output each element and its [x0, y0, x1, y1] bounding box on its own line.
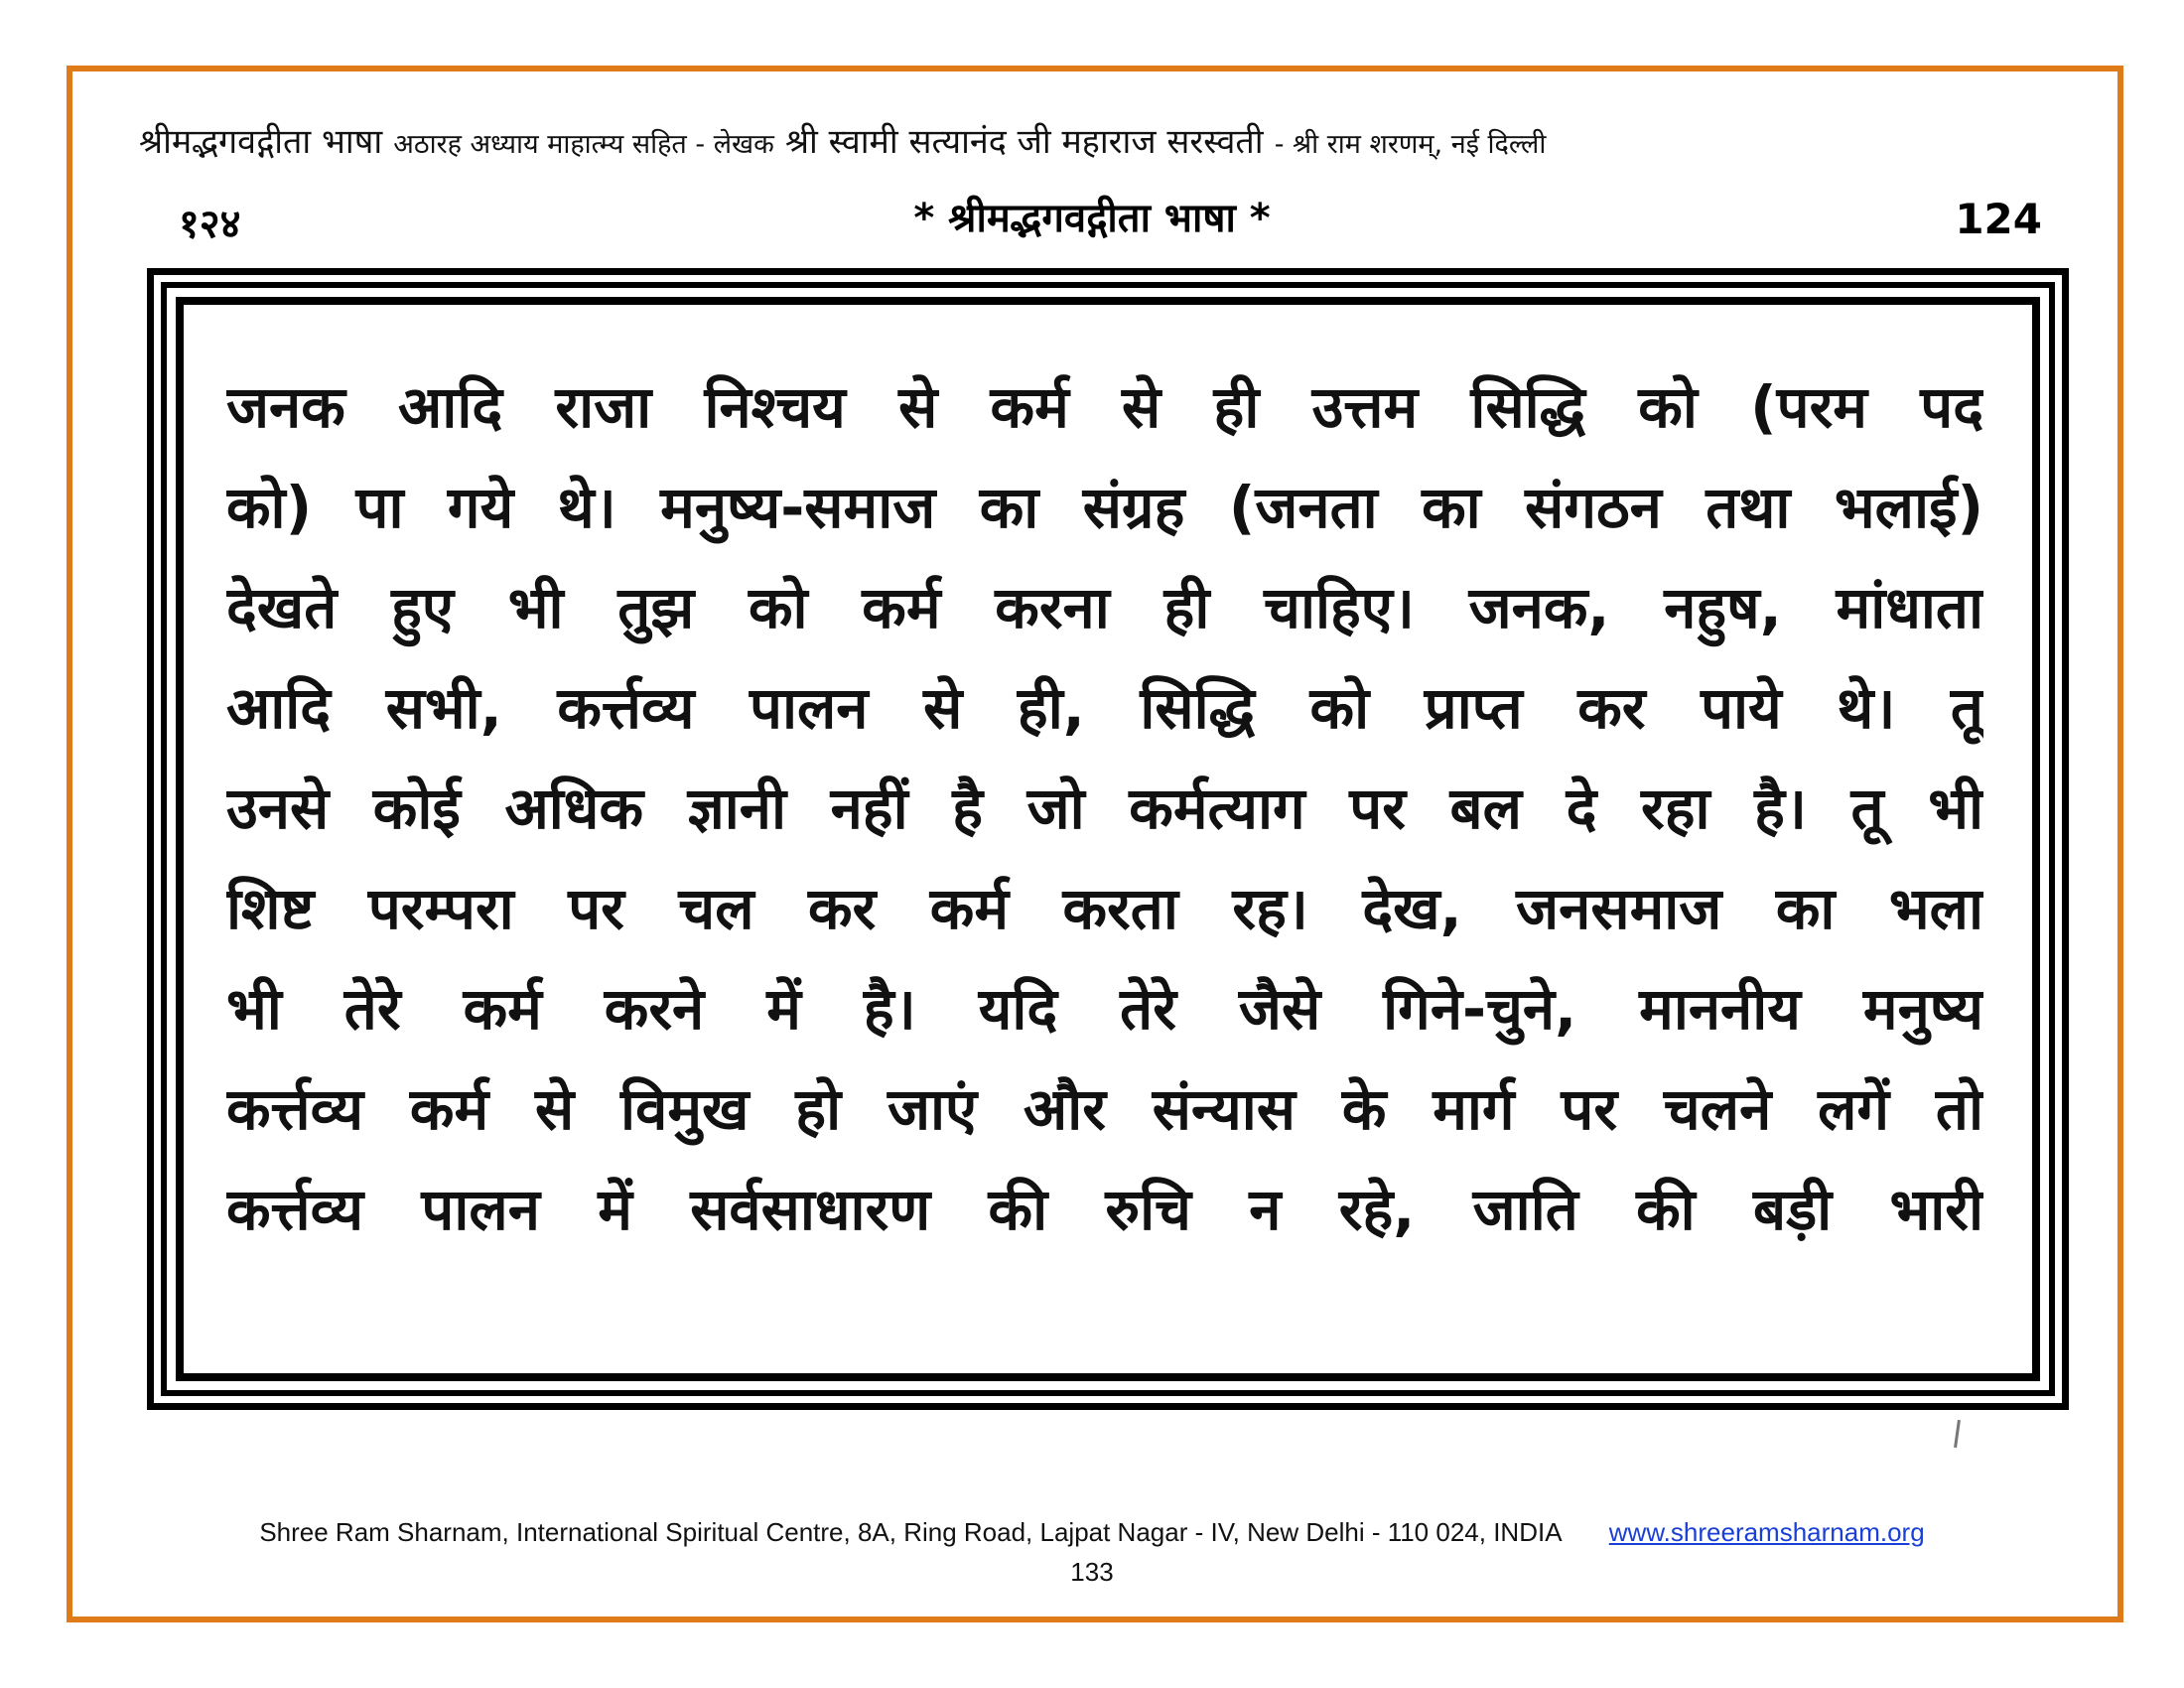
- book-title: श्रीमद्भगवद्गीता भाषा: [139, 122, 383, 162]
- verse-line: भी तेरे कर्म करने में है। यदि तेरे जैसे गिने-चुने, माननीय मनुष्य: [226, 975, 1983, 1043]
- scan-page-number-devanagari: १२४: [179, 202, 241, 247]
- verse-line: आदि सभी, कर्त्तव्य पालन से ही, सिद्धि को प्राप्त कर पाये थे। तू: [226, 674, 1983, 742]
- verse-line: को) पा गये थे। मनुष्य-समाज का संग्रह (जनता का संगठन तथा भलाई): [226, 474, 1983, 541]
- verse-line: उनसे कोई अधिक ज्ञानी नहीं है जो कर्मत्याग पर बल दे रहा है। तू भी: [226, 774, 1983, 842]
- footer-page-number: 133: [1070, 1557, 1114, 1587]
- footer-address: Shree Ram Sharnam, International Spiritual Centre, 8A, Ring Road, Lajpat Nagar - IV, New Delhi - 110 024, INDIA: [259, 1517, 1563, 1547]
- footer: [0, 1517, 2184, 1548]
- publisher-name: - श्री राम शरणम्, नई दिल्ली: [1274, 129, 1547, 160]
- verse-line: देखते हुए भी तुझ को कर्म करना ही चाहिए। जनक, नहुष, मांधाता: [226, 574, 1983, 641]
- website-link[interactable]: www.shreeramsharnam.org: [1608, 1517, 1925, 1547]
- verse-line: कर्त्तव्य पालन में सर्वसाधारण की रुचि न रहे, जाति की बड़ी भारी: [226, 1176, 1983, 1243]
- author-name: श्री स्वामी सत्यानंद जी महाराज सरस्वती: [784, 122, 1264, 162]
- verse-line: कर्त्तव्य कर्म से विमुख हो जाएं और संन्यास के मार्ग पर चलने लगें तो: [226, 1075, 1983, 1143]
- book-subtitle: अठारह अध्याय माहात्म्य सहित - लेखक: [393, 129, 774, 160]
- verse-line: जनक आदि राजा निश्चय से कर्म से ही उत्तम सिद्धि को (परम पद: [226, 373, 1983, 441]
- scan-running-title: * श्रीमद्भगवद्गीता भाषा *: [913, 196, 1271, 241]
- book-header: [139, 117, 2055, 169]
- verse-paragraph: [226, 357, 1983, 1260]
- verse-line: शिष्ट परम्परा पर चल कर कर्म करता रह। देख, जनसमाज का भला: [226, 875, 1983, 942]
- scan-page-number: 124: [1955, 195, 2042, 243]
